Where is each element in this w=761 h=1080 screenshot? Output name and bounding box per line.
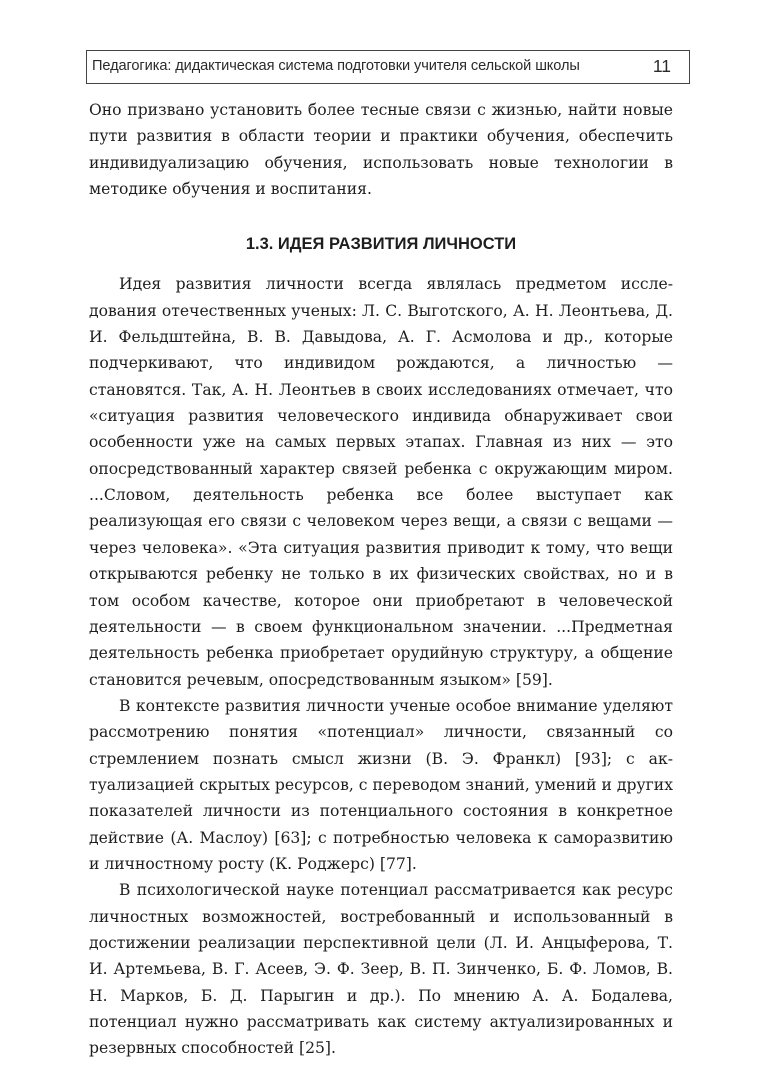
running-title: Педагогика: дидактическая система подготовки учителя сельской школы [92,58,580,74]
running-header [86,50,690,84]
body-text [89,97,673,1062]
paragraph-potential-concept: В контексте развития личности ученые особое внимание уделяют рассмотрению понятия «потенциал» личности, связанный со стремлением познать смысл жизни (В. Э. Франкл) [93]; с актуализацией скрытых ресурсов, с переводом знаний, умений и других показателей личности из потенциального состояния в конкретное действие (А. Маслоу) [63]; с потребностью человека к саморазвитию и личностному росту (К. Роджерс) [77]. [89,696,673,873]
paragraph-continuation: Оно призвано установить более тесные связи с жизнью, найти новые пути развития в области теории и практики обучения, обеспечить индивидуализацию обучения, использовать новые технологии в методике обучения и воспитания. [89,101,673,199]
page-number: 11 [652,56,671,76]
section-heading: 1.3. ИДЕЯ РАЗВИТИЯ ЛИЧНОСТИ [245,235,517,254]
paragraph-psychology-potential: В психологической науке потенциал рассматривается как ресурс личностных возможностей, востребованный и использованный в достижении реализации перспективной цели (Л. И. Анцыферова, Т. И. Артемьева, В. Г. Асеев, Э. Ф. Зеер, В. П. Зинченко, Б. Ф. Ломов, В. Н. Марков, Б. Д. Парыгин и др.). По мнению А. А. Бодалева, потенциал нужно рассматривать как систему актуализированных и резервных способностей [25]. [89,881,673,1058]
paragraph-personality-development: Идея развития личности всегда являлась предметом исследования отечественных ученых: Л. С. Выготского, А. Н. Леонтьева, Д. И. Фельдштейна, В. В. Давыдова, А. Г. Асмолова и др., которые подчеркивают, что индивидом рождаются, а личностью — становятся. Так, А. Н. Леонтьев в своих исследованиях отмечает, что «ситуация развития человеческого индивида обнаруживает свои особенности уже на самых первых этапах. Главная из них — это опосредствованный характер связей ребенка с окружающим миром. ...Словом, деятельность ребенка все более выступает как реализующая его связи с человеком через вещи, а связи с вещами — через человека». «Эта ситуация развития приводит к тому, что вещи открываются ребенку не только в их физических свойствах, но и в том особом качестве, которое они приобретают в человеческой деятельности — в своем функциональном значении. ...Предметная деятельность ребенка приобретает орудийную структуру, а общение становится речевым, опосредствованным языком» [59]. [89,275,673,689]
